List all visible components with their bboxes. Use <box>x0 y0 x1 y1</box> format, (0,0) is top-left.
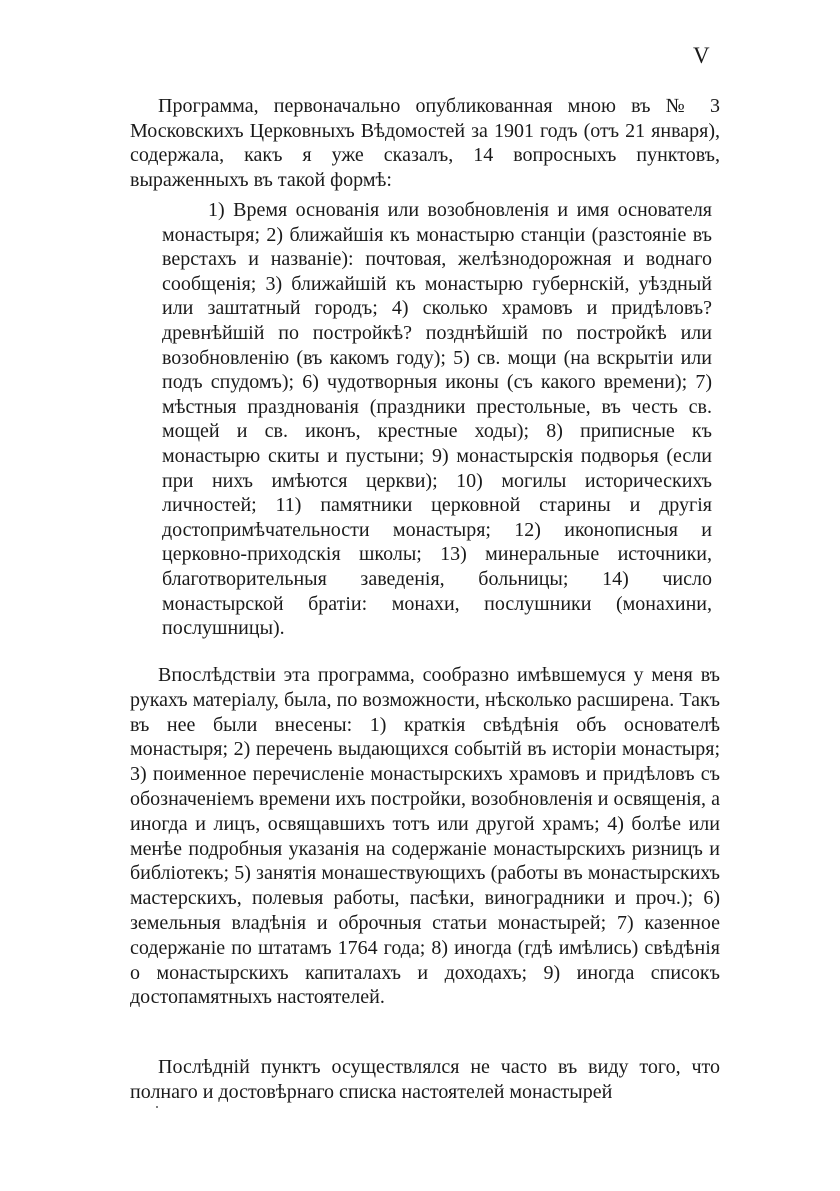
paragraph-program-intro <box>130 94 720 193</box>
paragraph-last-point <box>130 1055 720 1104</box>
quote-text: 1) Время основанія или возобновленія и имя основателя монастыря; 2) ближайшія къ монастырю станціи (разстояніе въ верстахъ и названіе): почтовая, желѣзнодорожная и воднаго сообщенія; 3) ближайшій къ монастырю губернскій, уѣздный или заштатный городъ; 4) сколько храмовъ и придѣловъ? древнѣйшій по постройкѣ? позднѣйшій по постройкѣ или возобновленію (въ какомъ году); 5) св. мощи (на вскрытіи или подъ спудомъ); 6) чудотворныя иконы (съ какого времени); 7) мѣстныя празднованія (праздники престольные, въ честь св. мощей и св. иконъ, крестные ходы); 8) приписные къ монастырю скиты и пустыни; 9) монастырскія подворья (если при нихъ имѣются церкви); 10) могилы историческихъ личностей; 11) памятники церковной старины и другія достопримѣчательности монастыря; 12) иконописныя и церковно-приходскія школы; 13) минеральные источники, благотворительныя заведенія, больницы; 14) число монастырской братіи: монахи, послушники (монахини, послушницы). <box>162 199 712 640</box>
page-number: V <box>693 43 710 68</box>
paragraph-text: Послѣдній пунктъ осуществлялся не часто въ виду того, что полнаго и достовѣрнаго списка настоятелей монастырей <box>130 1056 720 1103</box>
print-speck <box>156 1106 158 1108</box>
paragraph-text: Впослѣдствіи эта программа, сообразно имѣвшемуся у меня въ рукахъ матеріалу, была, по возможности, нѣсколько расширена. Такъ въ нее были внесены: 1) краткія свѣдѣнія объ основателѣ монастыря; 2) перечень выдающихся событій въ исторіи монастыря; 3) поименное перечисленіе монастырскихъ храмовъ и придѣловъ съ обозначеніемъ времени ихъ постройки, возобновленія и освященія, а иногда и лицъ, освящавшихъ тотъ или другой храмъ; 4) болѣе или менѣе подробныя указанія на содержаніе монастырскихъ ризницъ и библіотекъ; 5) занятія монашествующихъ (работы въ монастырскихъ мастерскихъ, полевыя работы, пасѣки, виноградники и проч.); 6) земельныя владѣнія и оброчныя статьи монастырей; 7) казенное содержаніе по штатамъ 1764 года; 8) иногда (гдѣ имѣлись) свѣдѣнія о монастырскихъ капиталахъ и доходахъ; 9) иногда списокъ достопамятныхъ настоятелей. <box>130 664 720 1009</box>
paragraph-program-expansion <box>130 663 720 1010</box>
program-questions-quote <box>162 198 712 641</box>
paragraph-text: Программа, первоначально опубликованная мною въ № 3 Московскихъ Церковныхъ Вѣдомостей за 1901 годъ (отъ 21 января), содержала, какъ я уже сказалъ, 14 вопросныхъ пунктовъ, выраженныхъ въ такой формѣ: <box>130 95 720 192</box>
